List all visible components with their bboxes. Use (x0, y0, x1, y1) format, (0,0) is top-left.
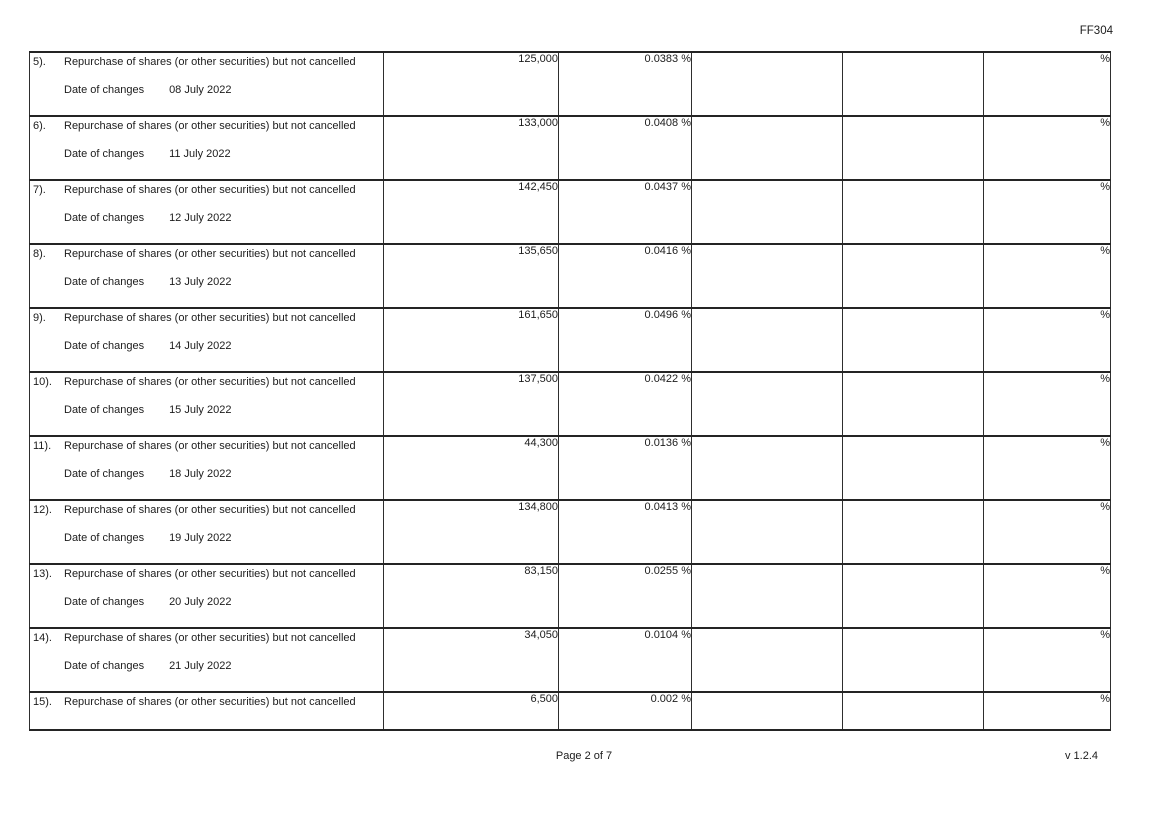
row-description: Repurchase of shares (or other securities) but not cancelled (64, 248, 356, 260)
date-of-changes-label: Date of changes (64, 83, 145, 96)
description-cell (30, 564, 384, 628)
description-cell (30, 180, 384, 244)
percentage-cell: 0.0383 % (559, 52, 692, 116)
percentage-cell: 0.0416 % (559, 244, 692, 308)
shares-count-cell: 161,650 (384, 308, 559, 372)
percent-placeholder-cell: % (984, 116, 1111, 180)
row-description: Repurchase of shares (or other securities) but not cancelled (64, 696, 356, 708)
row-description: Repurchase of shares (or other securities) but not cancelled (64, 120, 356, 132)
percent-placeholder-cell: % (984, 244, 1111, 308)
row-number: 9). (33, 312, 46, 324)
shares-count-cell: 134,800 (384, 500, 559, 564)
row-number: 8). (33, 248, 46, 260)
percentage-cell: 0.0422 % (559, 372, 692, 436)
row-description: Repurchase of shares (or other securities) but not cancelled (64, 440, 356, 452)
date-of-changes-value: 19 July 2022 (169, 531, 232, 544)
table-row (30, 692, 1111, 730)
empty-cell (843, 436, 984, 500)
date-of-changes-label: Date of changes (64, 403, 145, 416)
description-cell (30, 308, 384, 372)
percent-placeholder-cell: % (984, 52, 1111, 116)
date-of-changes-line (64, 340, 364, 354)
shares-count-cell: 6,500 (384, 692, 559, 730)
date-of-changes-label: Date of changes (64, 147, 145, 160)
date-of-changes-value: 21 July 2022 (169, 659, 232, 672)
percent-placeholder-cell: % (984, 564, 1111, 628)
date-of-changes-line (64, 532, 364, 546)
shares-count-cell: 44,300 (384, 436, 559, 500)
date-of-changes-line (64, 404, 364, 418)
empty-cell (843, 244, 984, 308)
date-of-changes-label: Date of changes (64, 339, 145, 352)
date-of-changes-label: Date of changes (64, 467, 145, 480)
shares-count-cell: 142,450 (384, 180, 559, 244)
empty-cell (692, 436, 843, 500)
empty-cell (692, 116, 843, 180)
table-row (30, 564, 1111, 628)
date-of-changes-label: Date of changes (64, 659, 145, 672)
table-row (30, 436, 1111, 500)
row-description: Repurchase of shares (or other securities) but not cancelled (64, 632, 356, 644)
date-of-changes-value: 11 July 2022 (169, 147, 231, 160)
row-number: 13). (33, 568, 52, 580)
page-number: Page 2 of 7 (555, 750, 613, 762)
empty-cell (692, 244, 843, 308)
description-cell (30, 436, 384, 500)
percent-placeholder-cell: % (984, 692, 1111, 730)
empty-cell (692, 308, 843, 372)
page-footer (0, 750, 1168, 763)
percent-placeholder-cell: % (984, 180, 1111, 244)
description-cell (30, 692, 384, 730)
percent-placeholder-cell: % (984, 372, 1111, 436)
percentage-cell: 0.0413 % (559, 500, 692, 564)
row-description: Repurchase of shares (or other securities) but not cancelled (64, 504, 356, 516)
row-number: 5). (33, 56, 46, 68)
description-cell (30, 628, 384, 692)
percent-placeholder-cell: % (984, 436, 1111, 500)
description-cell (30, 372, 384, 436)
row-description: Repurchase of shares (or other securities) but not cancelled (64, 568, 356, 580)
row-number: 14). (33, 632, 52, 644)
date-of-changes-line (64, 276, 364, 290)
row-description: Repurchase of shares (or other securities) but not cancelled (64, 56, 356, 68)
date-of-changes-value: 15 July 2022 (169, 403, 232, 416)
row-description: Repurchase of shares (or other securities) but not cancelled (64, 184, 356, 196)
empty-cell (692, 692, 843, 730)
row-number: 11). (33, 440, 52, 452)
empty-cell (843, 692, 984, 730)
date-of-changes-value: 08 July 2022 (169, 83, 232, 96)
share-repurchase-table (29, 51, 1111, 731)
date-of-changes-label: Date of changes (64, 595, 145, 608)
description-cell (30, 244, 384, 308)
description-cell (30, 116, 384, 180)
percentage-cell: 0.0437 % (559, 180, 692, 244)
date-of-changes-value: 13 July 2022 (169, 275, 232, 288)
table-row (30, 52, 1111, 116)
percentage-cell: 0.0136 % (559, 436, 692, 500)
shares-count-cell: 137,500 (384, 372, 559, 436)
date-of-changes-line (64, 148, 364, 162)
percentage-cell: 0.0496 % (559, 308, 692, 372)
shares-count-cell: 34,050 (384, 628, 559, 692)
shares-count-cell: 135,650 (384, 244, 559, 308)
date-of-changes-line (64, 84, 364, 98)
table-row (30, 500, 1111, 564)
form-code-label: FF304 (1079, 25, 1113, 37)
row-number: 7). (33, 184, 46, 196)
date-of-changes-value: 14 July 2022 (169, 339, 232, 352)
shares-count-cell: 125,000 (384, 52, 559, 116)
row-number: 12). (33, 504, 52, 516)
date-of-changes-value: 18 July 2022 (169, 467, 232, 480)
row-number: 6). (33, 120, 46, 132)
version-label: v 1.2.4 (1064, 750, 1098, 762)
date-of-changes-label: Date of changes (64, 275, 145, 288)
empty-cell (843, 372, 984, 436)
date-of-changes-label: Date of changes (64, 531, 145, 544)
date-of-changes-line (64, 660, 364, 674)
empty-cell (843, 500, 984, 564)
date-of-changes-label: Date of changes (64, 211, 145, 224)
shares-count-cell: 133,000 (384, 116, 559, 180)
table-row (30, 628, 1111, 692)
date-of-changes-value: 12 July 2022 (169, 211, 232, 224)
percent-placeholder-cell: % (984, 308, 1111, 372)
percent-placeholder-cell: % (984, 500, 1111, 564)
description-cell (30, 52, 384, 116)
empty-cell (843, 564, 984, 628)
table-row (30, 372, 1111, 436)
empty-cell (843, 628, 984, 692)
percentage-cell: 0.0408 % (559, 116, 692, 180)
date-of-changes-value: 20 July 2022 (169, 595, 232, 608)
percent-placeholder-cell: % (984, 628, 1111, 692)
shares-count-cell: 83,150 (384, 564, 559, 628)
date-of-changes-line (64, 468, 364, 482)
percentage-cell: 0.002 % (559, 692, 692, 730)
table-row (30, 116, 1111, 180)
row-number: 15). (33, 696, 52, 708)
empty-cell (692, 564, 843, 628)
row-number: 10). (33, 376, 52, 388)
empty-cell (843, 116, 984, 180)
description-cell (30, 500, 384, 564)
empty-cell (843, 52, 984, 116)
table-row (30, 308, 1111, 372)
table-row (30, 180, 1111, 244)
table-row (30, 244, 1111, 308)
empty-cell (692, 500, 843, 564)
percentage-cell: 0.0104 % (559, 628, 692, 692)
empty-cell (692, 52, 843, 116)
date-of-changes-line (64, 212, 364, 226)
date-of-changes-line (64, 596, 364, 610)
row-description: Repurchase of shares (or other securities) but not cancelled (64, 312, 356, 324)
empty-cell (692, 180, 843, 244)
row-description: Repurchase of shares (or other securities) but not cancelled (64, 376, 356, 388)
empty-cell (843, 308, 984, 372)
percentage-cell: 0.0255 % (559, 564, 692, 628)
empty-cell (692, 372, 843, 436)
empty-cell (692, 628, 843, 692)
empty-cell (843, 180, 984, 244)
